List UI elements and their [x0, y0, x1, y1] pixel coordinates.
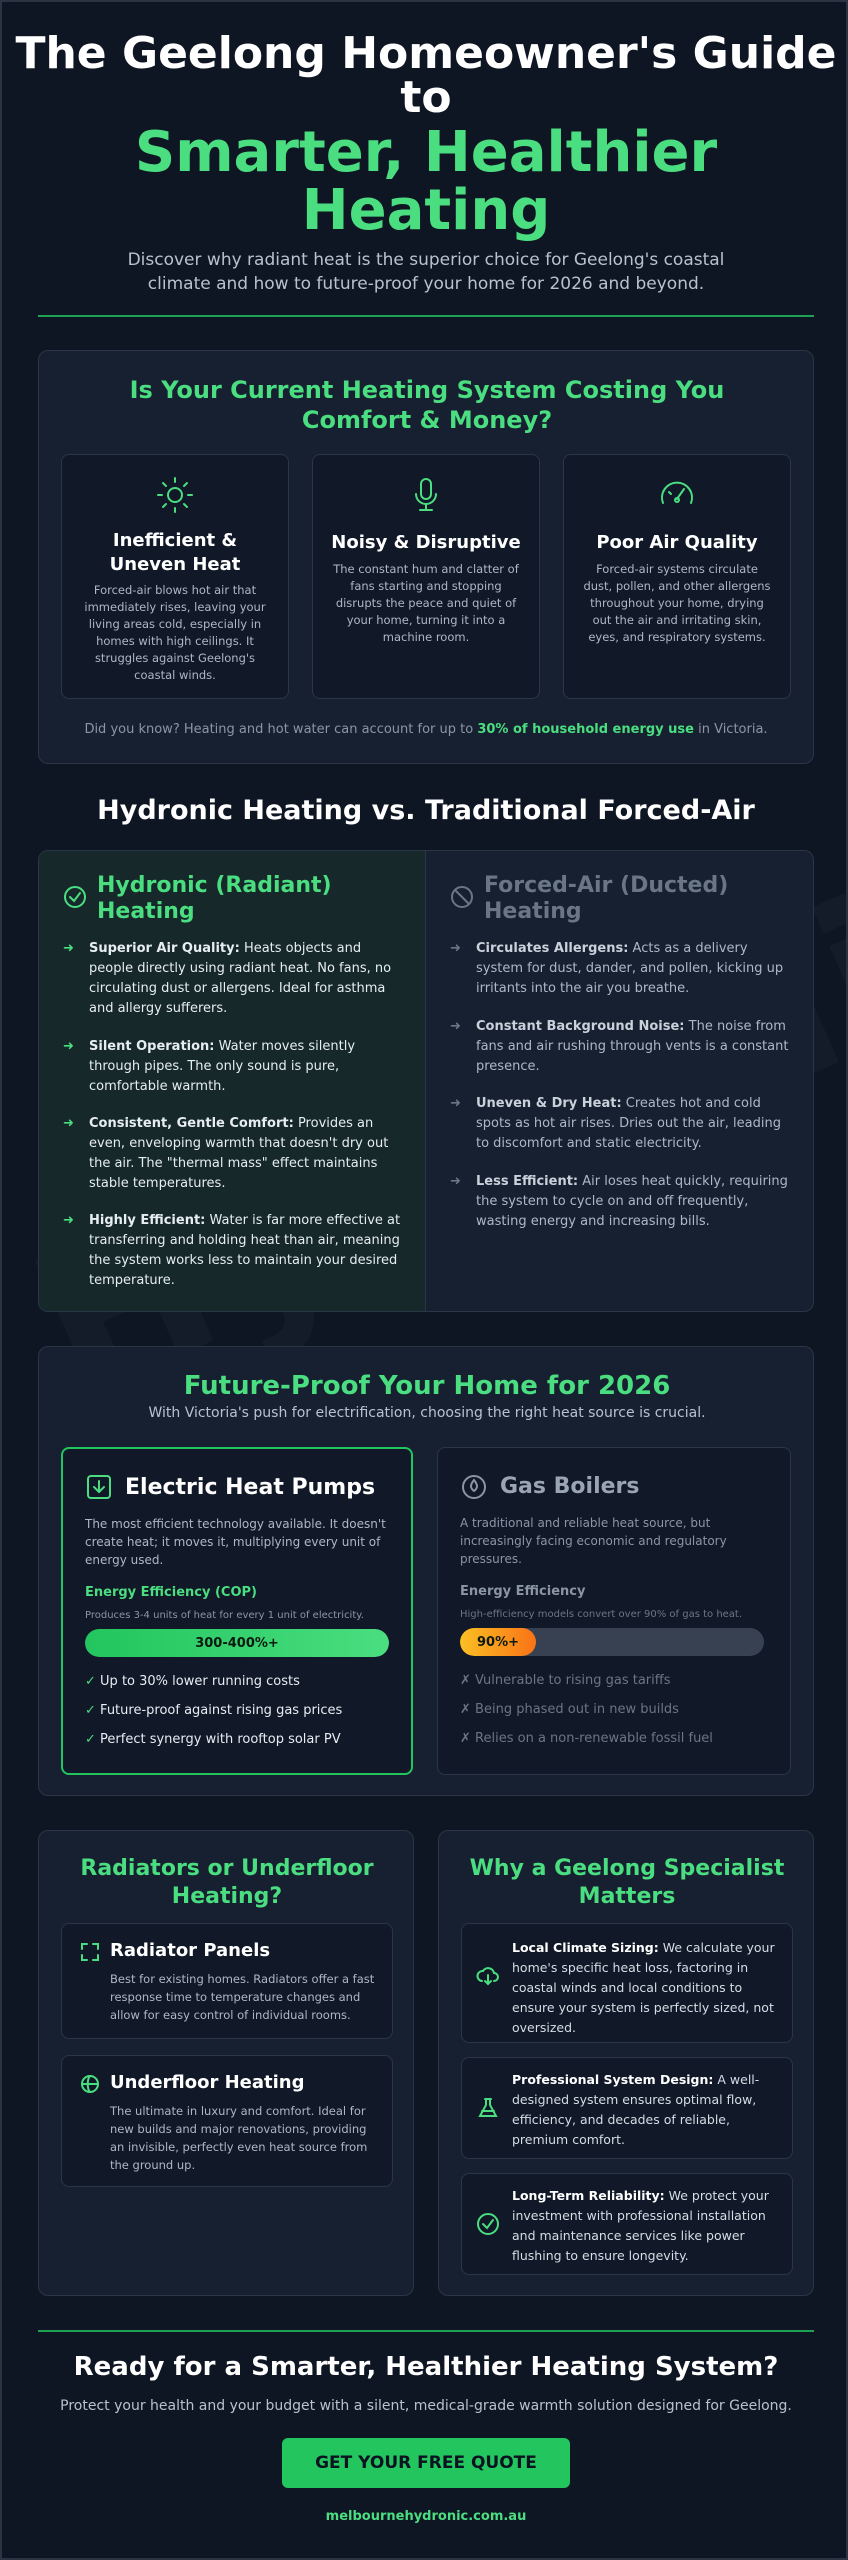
specialist-point — [461, 1923, 793, 2043]
x-icon: ✗ — [460, 1673, 471, 1688]
check-icon: ✓ — [85, 1732, 96, 1747]
problem-card — [312, 454, 540, 699]
cta-title: Ready for a Smarter, Healthier Heating System? — [73, 2352, 779, 2382]
arrow-right-icon: ➜ — [450, 941, 461, 956]
heat-pump-desc: The most efficient technology available. It doesn't create heat; it moves it, multiplying every unit of energy used. — [85, 1517, 386, 1567]
sun-icon — [62, 475, 288, 519]
problems-section — [38, 350, 814, 764]
specialist-point — [461, 2173, 793, 2275]
forced-air-feature: ➜ Less Efficient: Air loses heat quickly, requiring the system to cycle on and off frequently, wasting energy and increasing bills. — [450, 1174, 788, 1229]
arrow-right-icon: ➜ — [450, 1174, 461, 1189]
x-icon: ✗ — [460, 1702, 471, 1717]
problem-card — [61, 454, 289, 699]
heat-pump-bar-fill: 300-400%+ — [85, 1629, 389, 1657]
arrow-right-icon: ➜ — [63, 1039, 74, 1054]
stat-highlight: 30% of household energy use — [477, 722, 694, 737]
get-quote-button[interactable]: GET YOUR FREE QUOTE — [282, 2438, 570, 2488]
arrow-right-icon: ➜ — [63, 1116, 74, 1131]
problem-desc: Forced-air blows hot air that immediately rises, leaving your living areas cold, especially in homes with high ceilings. It struggles against Geelong's coastal winds. — [84, 583, 266, 682]
page-subtitle: Discover why radiant heat is the superior choice for Geelong's coastal climate and how to future-proof your home for 2026 and beyond. — [127, 250, 725, 294]
specialist-title: Why a Geelong Specialist Matters — [469, 1856, 785, 1909]
title-line-2: to — [400, 72, 452, 123]
comparison-section — [38, 850, 814, 1312]
flame-icon — [460, 1472, 488, 1504]
emitters-title: Radiators or Underfloor Heating? — [80, 1856, 374, 1909]
flask-icon — [476, 2096, 500, 2124]
page-title — [2, 28, 848, 123]
drawback-item: ✗ Relies on a non-renewable fossil fuel — [460, 1731, 713, 1746]
problem-card — [563, 454, 791, 699]
check-circle-icon — [476, 2212, 500, 2240]
gas-boiler-card — [437, 1447, 791, 1775]
arrow-right-icon: ➜ — [63, 941, 74, 956]
problems-title: Is Your Current Heating System Costing You Comfort & Money? — [129, 376, 725, 434]
check-icon: ✓ — [85, 1674, 96, 1689]
benefit-item: ✓ Future-proof against rising gas prices — [85, 1703, 343, 1718]
microphone-icon — [313, 475, 539, 519]
comparison-title: Hydronic Heating vs. Traditional Forced-Air — [97, 795, 755, 826]
emitter-desc: The ultimate in luxury and comfort. Ideal for new builds and major renovations, providing an invisible, perfectly even heat source from the ground up. — [110, 2104, 368, 2172]
expand-icon — [80, 1942, 100, 1966]
hydronic-column — [39, 851, 425, 1312]
ban-icon — [450, 885, 474, 913]
specialist-text: Long-Term Reliability: We protect your investment with professional installation and maintenance services like power flushing to ensure longevity. — [512, 2188, 769, 2263]
divider — [38, 2330, 814, 2332]
problem-desc: The constant hum and clatter of fans starting and stopping disrupts the peace and quiet of your home, turning it into a machine room. — [333, 562, 519, 644]
gas-boiler-title: Gas Boilers — [500, 1474, 640, 1499]
future-subtitle: With Victoria's push for electrification, choosing the right heat source is crucial. — [148, 1405, 706, 1421]
heat-pump-card — [61, 1447, 413, 1775]
page-title-highlight — [2, 120, 848, 243]
specialist-text: Local Climate Sizing: We calculate your home's specific heat loss, factoring in coastal winds and local conditions to ensure your system is perfectly sized, not oversized. — [512, 1940, 775, 2035]
emitter-option — [61, 2055, 393, 2187]
heat-pump-metric-label: Energy Efficiency (COP) — [85, 1585, 257, 1600]
forced-air-column — [426, 851, 814, 1312]
specialist-section — [438, 1830, 814, 2296]
arrow-right-icon: ➜ — [63, 1213, 74, 1228]
future-title: Future-Proof Your Home for 2026 — [183, 1371, 671, 1401]
gas-boiler-desc: A traditional and reliable heat source, but increasingly facing economic and regulatory pressures. — [460, 1516, 727, 1566]
cta-subtitle: Protect your health and your budget with a silent, medical-grade warmth solution designed for Geelong. — [60, 2398, 792, 2414]
did-you-know: Did you know? Heating and hot water can account for up to 30% of household energy use in Victoria. — [84, 722, 768, 737]
emitter-title: Radiator Panels — [110, 1940, 271, 1961]
hydronic-feature: ➜ Consistent, Gentle Comfort: Provides an even, enveloping warmth that doesn't dry out the air. The "thermal mass" effect maintains stable temperatures. — [63, 1116, 389, 1191]
check-circle-icon — [63, 885, 87, 913]
gauge-icon — [564, 475, 790, 519]
hydronic-feature: ➜ Superior Air Quality: Heats objects and people directly using radiant heat. No fans, no circulating dust or allergens. Ideal for asthma and allergy sufferers. — [63, 941, 392, 1016]
cloud-download-icon — [476, 1964, 500, 1992]
arrow-right-icon: ➜ — [450, 1019, 461, 1034]
problem-title: Poor Air Quality — [596, 532, 758, 553]
benefit-item: ✓ Up to 30% lower running costs — [85, 1674, 300, 1689]
emitter-option — [61, 1923, 393, 2039]
specialist-point — [461, 2057, 793, 2159]
gas-metric-label: Energy Efficiency — [460, 1584, 586, 1599]
title-line-3: Smarter, Healthier — [134, 120, 718, 185]
problem-title: Noisy & Disruptive — [331, 532, 521, 553]
emitter-title: Underfloor Heating — [110, 2072, 305, 2093]
forced-air-feature: ➜ Constant Background Noise: The noise from fans and air rushing through vents is a constant presence. — [450, 1019, 789, 1074]
download-box-icon — [85, 1473, 113, 1505]
gas-metric-note: High-efficiency models convert over 90% of gas to heat. — [460, 1609, 743, 1620]
specialist-text: Professional System Design: A well-designed system ensures optimal flow, efficiency, and decades of reliable, premium comfort. — [512, 2072, 760, 2147]
drawback-item: ✗ Being phased out in new builds — [460, 1702, 679, 1717]
forced-air-title: Forced-Air (Ducted) Heating — [484, 873, 729, 924]
gas-bar-fill: 90%+ — [460, 1628, 536, 1656]
divider — [38, 315, 814, 317]
benefit-item: ✓ Perfect synergy with rooftop solar PV — [85, 1732, 341, 1747]
website-link[interactable]: melbournehydronic.com.au — [325, 2509, 527, 2524]
hydronic-title: Hydronic (Radiant) Heating — [97, 873, 332, 924]
forced-air-feature: ➜ Circulates Allergens: Acts as a delivery system for dust, dander, and pollen, kicking up irritants into the air you breathe. — [450, 941, 784, 996]
arrow-right-icon: ➜ — [450, 1096, 461, 1111]
drawback-item: ✗ Vulnerable to rising gas tariffs — [460, 1673, 671, 1688]
heat-pump-title: Electric Heat Pumps — [125, 1475, 376, 1500]
hydronic-feature: ➜ Silent Operation: Water moves silently through pipes. The only sound is pure, comfortable warmth. — [63, 1039, 356, 1094]
problem-title: Inefficient & Uneven Heat — [109, 530, 241, 575]
heat-pump-efficiency-bar — [85, 1629, 389, 1657]
check-icon: ✓ — [85, 1703, 96, 1718]
problem-desc: Forced-air systems circulate dust, pollen, and other allergens throughout your home, drying out the air and irritating skin, eyes, and respiratory systems. — [583, 562, 771, 644]
emitters-section — [38, 1830, 414, 2296]
gas-efficiency-bar — [460, 1628, 764, 1656]
forced-air-feature: ➜ Uneven & Dry Heat: Creates hot and cold spots as hot air rises. Dries out the air, leading to discomfort and static electricity. — [450, 1096, 781, 1151]
future-proof-section — [38, 1346, 814, 1796]
x-icon: ✗ — [460, 1731, 471, 1746]
globe-icon — [80, 2074, 100, 2098]
emitter-desc: Best for existing homes. Radiators offer a fast response time to temperature changes and allow for easy control of individual rooms. — [110, 1972, 375, 2022]
hydronic-feature: ➜ Highly Efficient: Water is far more effective at transferring and holding heat than air, meaning the system works less to maintain your desired temperature. — [63, 1213, 401, 1288]
title-line-4: Heating — [301, 178, 551, 243]
title-line-1: The Geelong Homeowner's Guide — [15, 28, 837, 79]
heat-pump-metric-note: Produces 3-4 units of heat for every 1 unit of electricity. — [85, 1610, 364, 1621]
